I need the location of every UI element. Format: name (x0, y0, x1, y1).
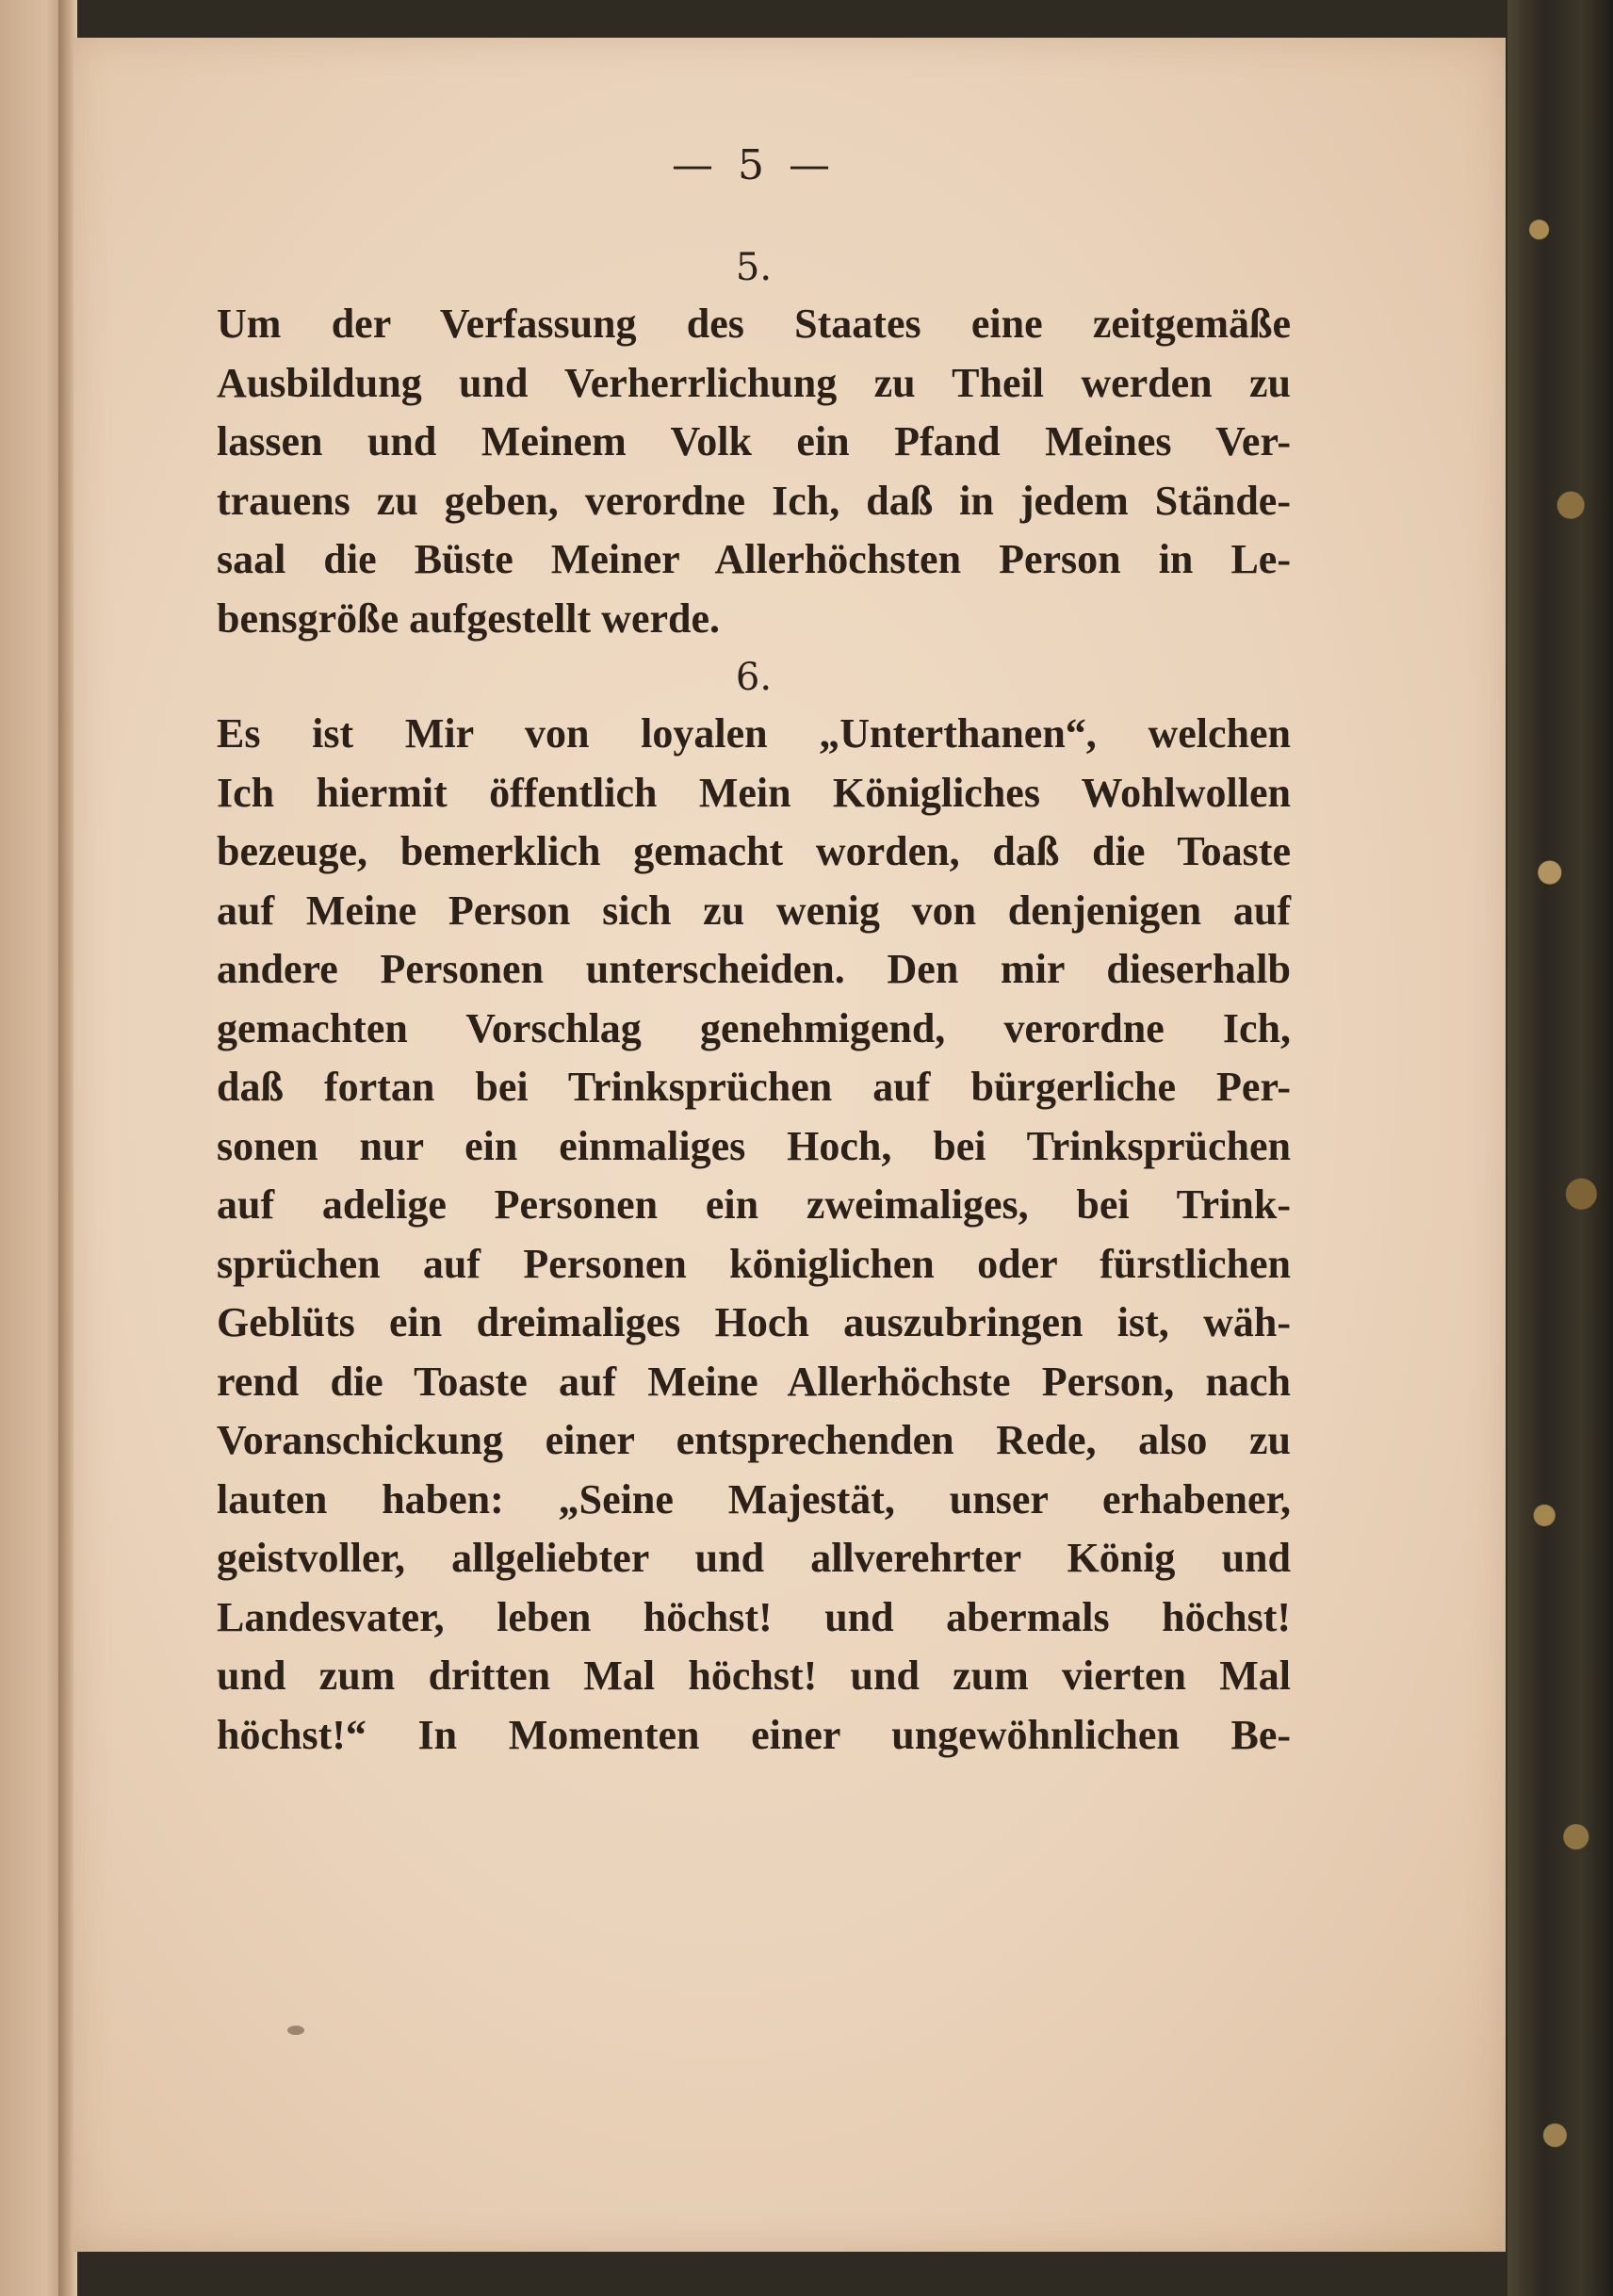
text-line: und zum dritten Mal höchst! und zum vierten Mal (217, 1653, 1291, 1699)
text-line: bensgröße aufgestellt werde. (217, 594, 721, 642)
text-line: lassen und Meinem Volk ein Pfand Meines Ver- (217, 418, 1291, 464)
text-line: rend die Toaste auf Meine Allerhöchste Person, nach (217, 1358, 1291, 1405)
text-line: sprüchen auf Personen königlichen oder fürstlichen (217, 1240, 1291, 1287)
text-line: gemachten Vorschlag genehmigend, verordne Ich, (217, 1004, 1291, 1051)
text-line: geistvoller, allgeliebter und allverehrter König und (217, 1535, 1291, 1581)
section-number: 6. (735, 656, 773, 699)
text-line: andere Personen unterscheiden. Den mir dieserhalb (217, 946, 1291, 992)
section-paragraph (217, 295, 1291, 648)
marbled-cover-edge (1507, 0, 1613, 2296)
text-line: Geblüts ein dreimaliges Hoch auszubringen ist, wäh- (217, 1299, 1291, 1345)
text-line: bezeuge, bemerklich gemacht worden, daß die Toaste (217, 828, 1291, 874)
text-line: trauens zu geben, verordne Ich, daß in jedem Stände- (217, 477, 1291, 524)
text-line: auf adelige Personen ein zweimaliges, bei Trink- (217, 1181, 1291, 1228)
text-line: daß fortan bei Trinksprüchen auf bürgerliche Per- (217, 1064, 1291, 1110)
page-text (217, 141, 1291, 1765)
text-line: lauten haben: „Seine Majestät, unser erhabener, (217, 1475, 1291, 1523)
text-line: Es ist Mir von loyalen „Unterthanen“, welchen (217, 710, 1291, 757)
facing-page-edge (0, 0, 66, 2296)
text-line: sonen nur ein einmaliges Hoch, bei Trinksprüchen (217, 1122, 1291, 1169)
text-line: Ich hiermit öffentlich Mein Königliches Wohlwollen (217, 769, 1291, 816)
text-line: saal die Büste Meiner Allerhöchsten Person in Le- (217, 536, 1291, 582)
text-line: höchst!“ In Momenten einer ungewöhnlichen Be- (217, 1711, 1291, 1758)
text-line: Landesvater, leben höchst! und abermals höchst! (217, 1593, 1291, 1640)
text-line: auf Meine Person sich zu wenig von denjenigen auf (217, 887, 1291, 934)
text-line: Ausbildung und Verherrlichung zu Theil werden zu (217, 359, 1291, 406)
text-line: Um der Verfassung des Staates eine zeitgemäße (217, 301, 1291, 347)
page-number-header: — 5 — (672, 141, 836, 189)
section-paragraph (217, 705, 1291, 1765)
section-number: 5. (735, 246, 773, 289)
text-line: Voranschickung einer entsprechenden Rede, also zu (217, 1417, 1291, 1463)
ink-smudge (287, 2026, 304, 2035)
